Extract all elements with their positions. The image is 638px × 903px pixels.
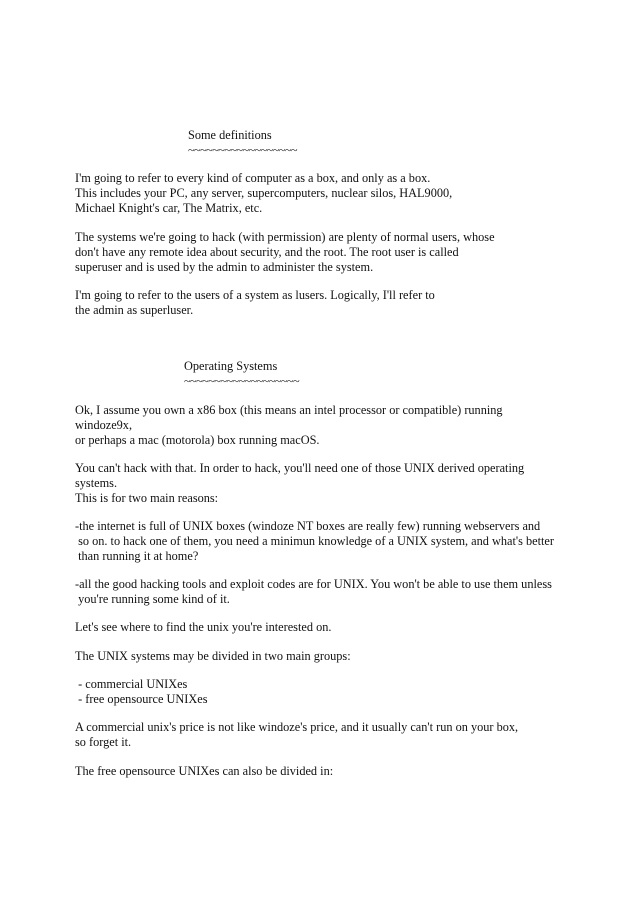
paragraph-line: The systems we're going to hack (with permission) are plenty of normal users, whose: [75, 230, 495, 244]
paragraph-line: superuser and is used by the admin to administer the system.: [75, 260, 374, 274]
paragraph-line: than running it at home?: [75, 549, 199, 563]
paragraph-line: You can't hack with that. In order to hack, you'll need one of those UNIX derived operating: [75, 461, 525, 475]
paragraph-line: A commercial unix's price is not like windoze's price, and it usually can't run on your box,: [75, 720, 519, 734]
paragraph-line: The UNIX systems may be divided in two main groups:: [75, 649, 351, 663]
paragraph-line: so forget it.: [75, 735, 132, 749]
section-title-definitions: Some definitions: [188, 128, 272, 142]
paragraph-line: This includes your PC, any server, supercomputers, nuclear silos, HAL9000,: [75, 186, 453, 200]
paragraph-line: Ok, I assume you own a x86 box (this means an intel processor or compatible) running: [75, 403, 503, 417]
section-title-operating-systems: Operating Systems: [184, 359, 278, 373]
paragraph-line: the admin as superluser.: [75, 303, 194, 317]
paragraph-line: The free opensource UNIXes can also be divided in:: [75, 764, 334, 778]
paragraph-line: I'm going to refer to the users of a system as lusers. Logically, I'll refer to: [75, 288, 435, 302]
paragraph-line: Let's see where to find the unix you're interested on.: [75, 620, 332, 634]
paragraph-line: -the internet is full of UNIX boxes (windoze NT boxes are really few) running webservers and: [75, 519, 541, 533]
section-title-underline: ~~~~~~~~~~~~~~~~~~~: [184, 374, 300, 388]
paragraph-line: I'm going to refer to every kind of computer as a box, and only as a box.: [75, 171, 431, 185]
paragraph-line: so on. to hack one of them, you need a minimun knowledge of a UNIX system, and what's better: [75, 534, 554, 548]
paragraph-line: This is for two main reasons:: [75, 491, 219, 505]
paragraph-line: don't have any remote idea about security, and the root. The root user is called: [75, 245, 459, 259]
paragraph-line: you're running some kind of it.: [75, 592, 230, 606]
paragraph-line: -all the good hacking tools and exploit codes are for UNIX. You won't be able to use them unless: [75, 577, 552, 591]
paragraph-line: systems.: [75, 476, 118, 490]
list-item: - free opensource UNIXes: [75, 692, 208, 706]
paragraph-line: or perhaps a mac (motorola) box running macOS.: [75, 433, 320, 447]
paragraph-line: Michael Knight's car, The Matrix, etc.: [75, 201, 263, 215]
paragraph-line: windoze9x,: [75, 418, 133, 432]
list-item: - commercial UNIXes: [75, 677, 188, 691]
section-title-underline: ~~~~~~~~~~~~~~~~~~: [188, 143, 297, 157]
